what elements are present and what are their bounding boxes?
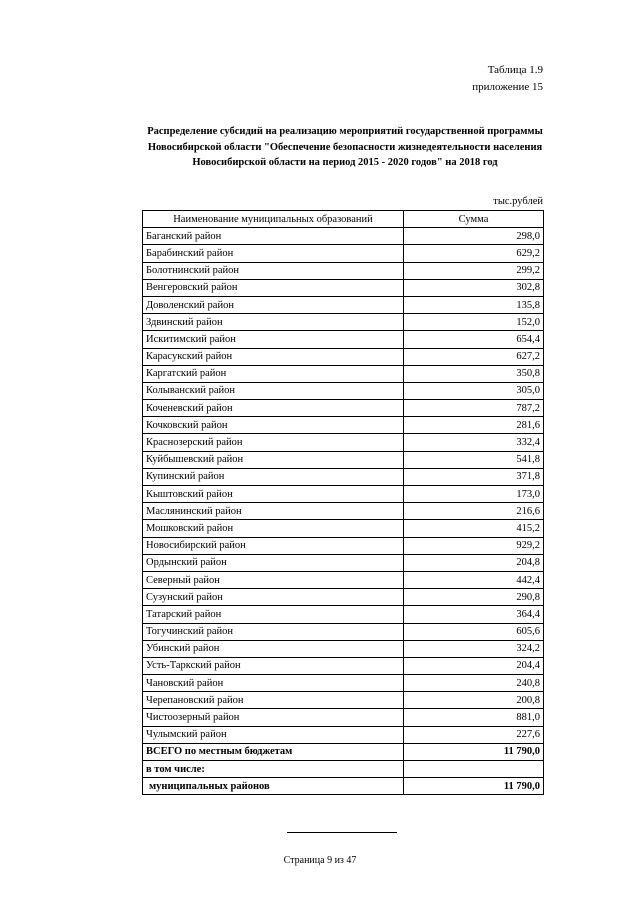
district-name: Болотнинский район [143, 262, 404, 279]
district-name: Тогучинский район [143, 623, 404, 640]
district-sum: 364,4 [404, 606, 544, 623]
table-row [143, 348, 544, 365]
district-name: Чистоозерный район [143, 709, 404, 726]
total-value: 11 790,0 [404, 743, 544, 760]
district-sum: 200,8 [404, 692, 544, 709]
district-sum: 415,2 [404, 520, 544, 537]
table-row [143, 296, 544, 313]
table-row [143, 451, 544, 468]
table-row [143, 262, 544, 279]
table-header-row [143, 211, 544, 228]
district-sum: 627,2 [404, 348, 544, 365]
table-number: Таблица 1.9 [487, 64, 543, 76]
page-number: Страница 9 из 47 [283, 855, 357, 866]
district-name: Новосибирский район [143, 537, 404, 554]
district-sum: 629,2 [404, 245, 544, 262]
district-name: Маслянинский район [143, 503, 404, 520]
district-sum: 929,2 [404, 537, 544, 554]
appendix-label: приложение 15 [472, 81, 543, 93]
table-row [143, 245, 544, 262]
municipal-value: 11 790,0 [404, 778, 544, 795]
district-sum: 442,4 [404, 571, 544, 588]
table-row [143, 640, 544, 657]
district-sum: 302,8 [404, 279, 544, 296]
district-name: Куйбышевский район [143, 451, 404, 468]
district-sum: 332,4 [404, 434, 544, 451]
document-title: Распределение субсидий на реализацию мероприятий государственной программы Новосибирской области "Обеспечение безопасности жизнедеятельности населения Новосибирской области на период 2015 - 2020 годов" на 2018 год [147, 126, 543, 168]
table-row [143, 675, 544, 692]
district-name: Кыштовский район [143, 486, 404, 503]
district-name: Краснозерский район [143, 434, 404, 451]
including-label: в том числе: [143, 761, 404, 778]
district-sum: 290,8 [404, 589, 544, 606]
district-sum: 605,6 [404, 623, 544, 640]
district-sum: 240,8 [404, 675, 544, 692]
table-row [143, 279, 544, 296]
table-row [143, 657, 544, 674]
table-row [143, 571, 544, 588]
district-name: Татарский район [143, 606, 404, 623]
district-sum: 281,6 [404, 417, 544, 434]
table-row [143, 314, 544, 331]
district-sum: 371,8 [404, 468, 544, 485]
district-sum: 881,0 [404, 709, 544, 726]
table-row [143, 486, 544, 503]
table-row [143, 468, 544, 485]
municipal-label: муниципальных районов [143, 778, 404, 795]
table-row [143, 537, 544, 554]
table-row [143, 606, 544, 623]
district-sum: 787,2 [404, 400, 544, 417]
table-row [143, 228, 544, 245]
district-sum: 541,8 [404, 451, 544, 468]
district-sum: 204,4 [404, 657, 544, 674]
district-name: Барабинский район [143, 245, 404, 262]
district-name: Мошковский район [143, 520, 404, 537]
district-name: Убинский район [143, 640, 404, 657]
district-name: Колыванский район [143, 382, 404, 399]
subsidy-table [142, 210, 544, 795]
district-name: Карасукский район [143, 348, 404, 365]
district-sum: 305,0 [404, 382, 544, 399]
including-row [143, 761, 544, 778]
table-row [143, 726, 544, 743]
table-row [143, 400, 544, 417]
municipal-row [143, 778, 544, 795]
district-sum: 654,4 [404, 331, 544, 348]
table-row [143, 503, 544, 520]
district-sum: 324,2 [404, 640, 544, 657]
table-row [143, 382, 544, 399]
district-name: Каргатский район [143, 365, 404, 382]
district-sum: 135,8 [404, 296, 544, 313]
district-name: Доволенский район [143, 296, 404, 313]
total-label: ВСЕГО по местным бюджетам [143, 743, 404, 760]
table-row [143, 623, 544, 640]
table-row [143, 692, 544, 709]
district-name: Искитимский район [143, 331, 404, 348]
district-name: Ордынский район [143, 554, 404, 571]
district-name: Черепановский район [143, 692, 404, 709]
table-row [143, 434, 544, 451]
district-sum: 173,0 [404, 486, 544, 503]
district-name: Северный район [143, 571, 404, 588]
district-sum: 299,2 [404, 262, 544, 279]
district-sum: 227,6 [404, 726, 544, 743]
including-value [404, 761, 544, 778]
district-sum: 298,0 [404, 228, 544, 245]
column-header-name: Наименование муниципальных образований [143, 211, 404, 228]
district-sum: 216,6 [404, 503, 544, 520]
district-name: Здвинский район [143, 314, 404, 331]
table-row [143, 331, 544, 348]
table-row [143, 520, 544, 537]
district-name: Чановский район [143, 675, 404, 692]
table-row [143, 554, 544, 571]
district-sum: 350,8 [404, 365, 544, 382]
district-sum: 152,0 [404, 314, 544, 331]
unit-label: тыс.рублей [493, 196, 543, 207]
table-row [143, 365, 544, 382]
table-row [143, 417, 544, 434]
district-name: Купинский район [143, 468, 404, 485]
total-row [143, 743, 544, 760]
district-name: Усть-Таркский район [143, 657, 404, 674]
table-row [143, 589, 544, 606]
district-name: Сузунский район [143, 589, 404, 606]
table-row [143, 709, 544, 726]
district-name: Чулымский район [143, 726, 404, 743]
footer-divider [287, 832, 397, 833]
district-name: Кочковский район [143, 417, 404, 434]
district-name: Венгеровский район [143, 279, 404, 296]
district-name: Баганский район [143, 228, 404, 245]
table-body [143, 228, 544, 744]
district-sum: 204,8 [404, 554, 544, 571]
district-name: Коченевский район [143, 400, 404, 417]
column-header-sum: Сумма [404, 211, 544, 228]
